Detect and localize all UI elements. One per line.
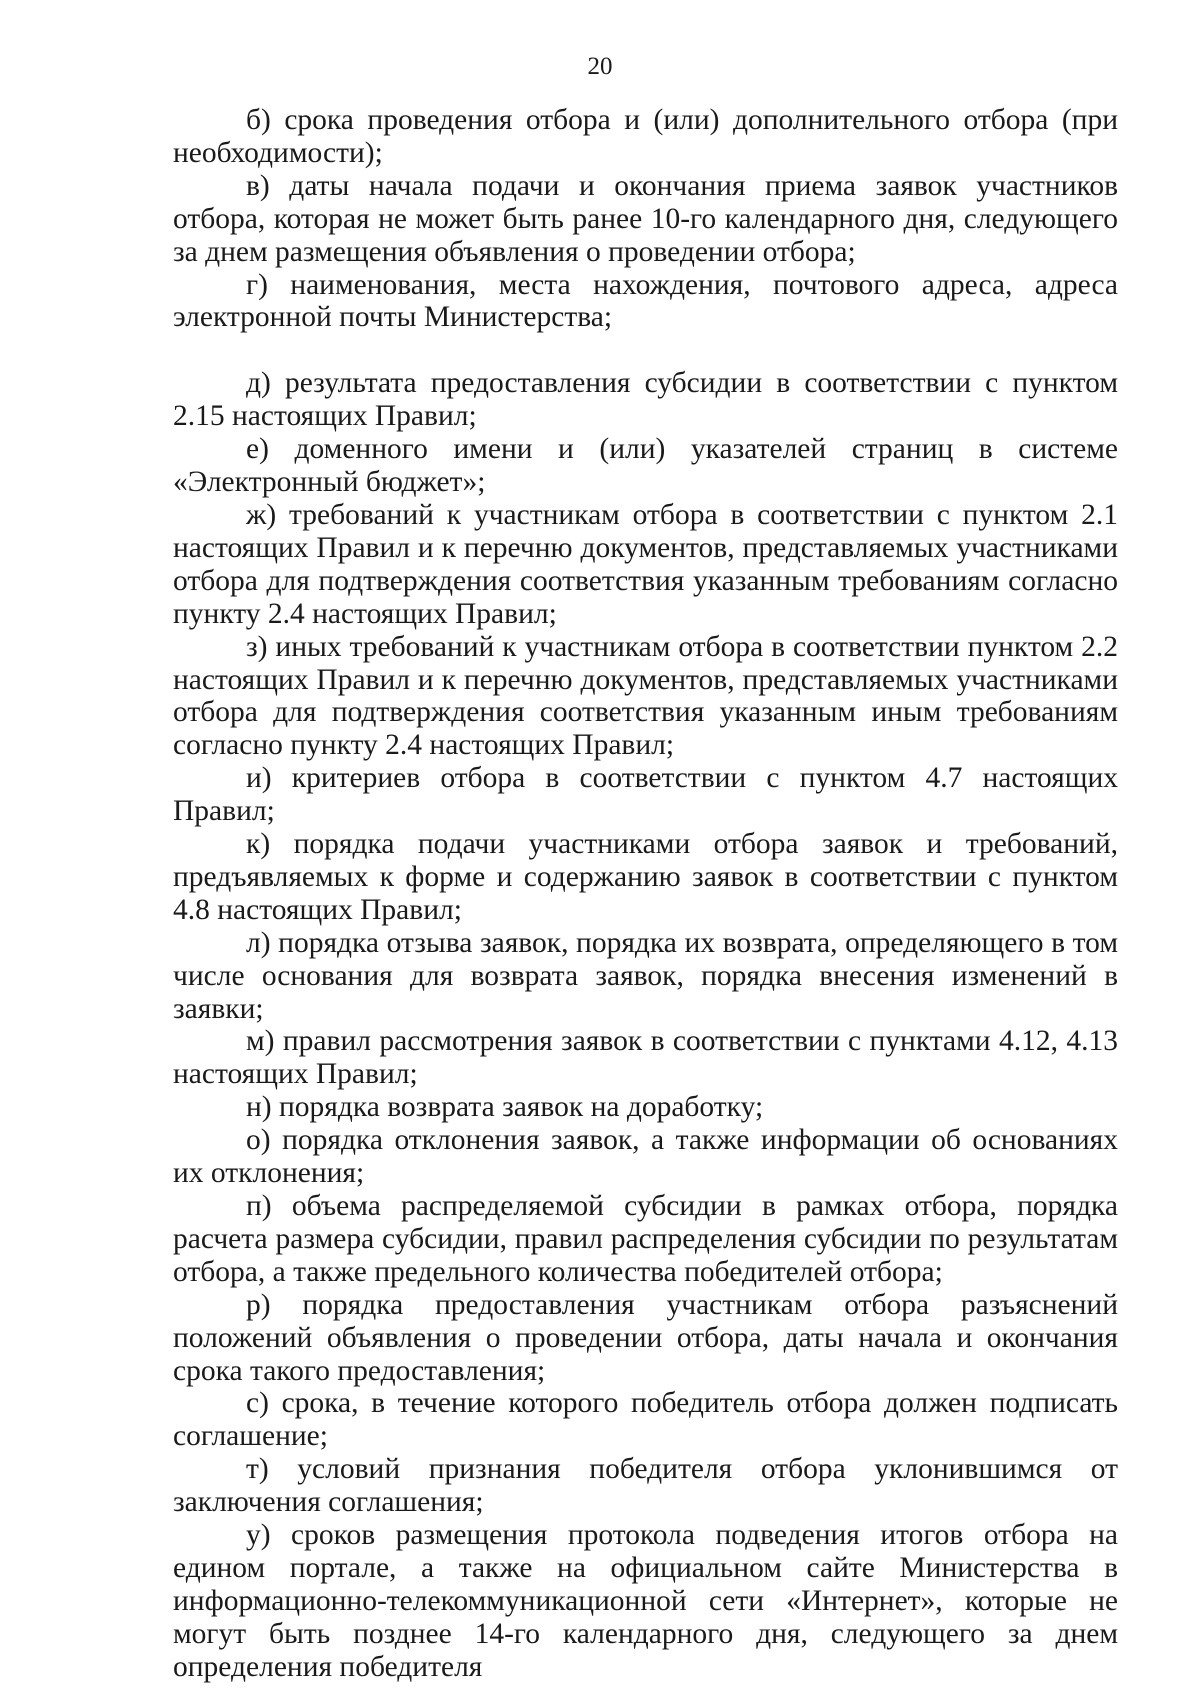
paragraph-i: и) критериев отбора в соответствии с пунктом 4.7 настоящих Правил; [173, 762, 1118, 828]
paragraph-zh: ж) требований к участникам отбора в соответствии с пунктом 2.1 настоящих Правил и к перечню документов, представляемых участниками отбора для подтверждения соответствия указанным требованиям согласно пункту 2.4 настоящих Правил; [173, 498, 1118, 630]
page-number: 20 [587, 53, 613, 80]
paragraph-l: л) порядка отзыва заявок, порядка их возврата, определяющего в том числе основания для возврата заявок, порядка внесения изменений в заявки; [173, 926, 1118, 1025]
paragraph-t: т) условий признания победителя отбора уклонившимся от заключения соглашения; [173, 1453, 1118, 1519]
paragraph-o: о) порядка отклонения заявок, а также информации об основаниях их отклонения; [173, 1124, 1118, 1190]
paragraph-g: г) наименования, места нахождения, почтового адреса, адреса электронной почты Министерства; [173, 268, 1118, 334]
paragraph-v: в) даты начала подачи и окончания приема заявок участников отбора, которая не может быть ранее 10-го календарного дня, следующего за днем размещения объявления о проведении отбора; [173, 169, 1118, 268]
paragraph-n: н) порядка возврата заявок на доработку; [246, 1091, 764, 1124]
paragraph-k: к) порядка подачи участниками отбора заявок и требований, предъявляемых к форме и содержанию заявок в соответствии с пунктом 4.8 настоящих Правил; [173, 828, 1118, 926]
paragraph-p: п) объема распределяемой субсидии в рамках отбора, порядка расчета размера субсидии, правил распределения субсидии по результатам отбора, а также предельного количества победителей отбора; [173, 1190, 1118, 1288]
paragraph-e: е) доменного имени и (или) указателей страниц в системе «Электронный бюджет»; [173, 433, 1118, 499]
paragraph-m: м) правил рассмотрения заявок в соответствии с пунктами 4.12, 4.13 настоящих Правил; [173, 1025, 1118, 1091]
paragraph-b: б) срока проведения отбора и (или) дополнительного отбора (при необходимости); [173, 104, 1118, 169]
paragraph-u: у) сроков размещения протокола подведения итогов отбора на едином портале, а также на официальном сайте Министерства в информационно-телекоммуникационной сети «Интернет», которые не могут быть позднее 14-го календарного дня, следующего за днем определения победителя [173, 1519, 1118, 1683]
paragraph-z: з) иных требований к участникам отбора в соответствии пунктом 2.2 настоящих Правил и к перечню документов, представляемых участниками отбора для подтверждения соответствия указанным иным требованиям согласно пункту 2.4 настоящих Правил; [173, 630, 1118, 762]
paragraph-r: р) порядка предоставления участникам отбора разъяснений положений объявления о проведении отбора, даты начала и окончания срока такого предоставления; [173, 1288, 1118, 1387]
paragraph-d: д) результата предоставления субсидии в соответствии с пунктом 2.15 настоящих Правил; [173, 367, 1118, 433]
document-body [173, 104, 1118, 1684]
paragraph-s: с) срока, в течение которого победитель отбора должен подписать соглашение; [173, 1387, 1118, 1453]
